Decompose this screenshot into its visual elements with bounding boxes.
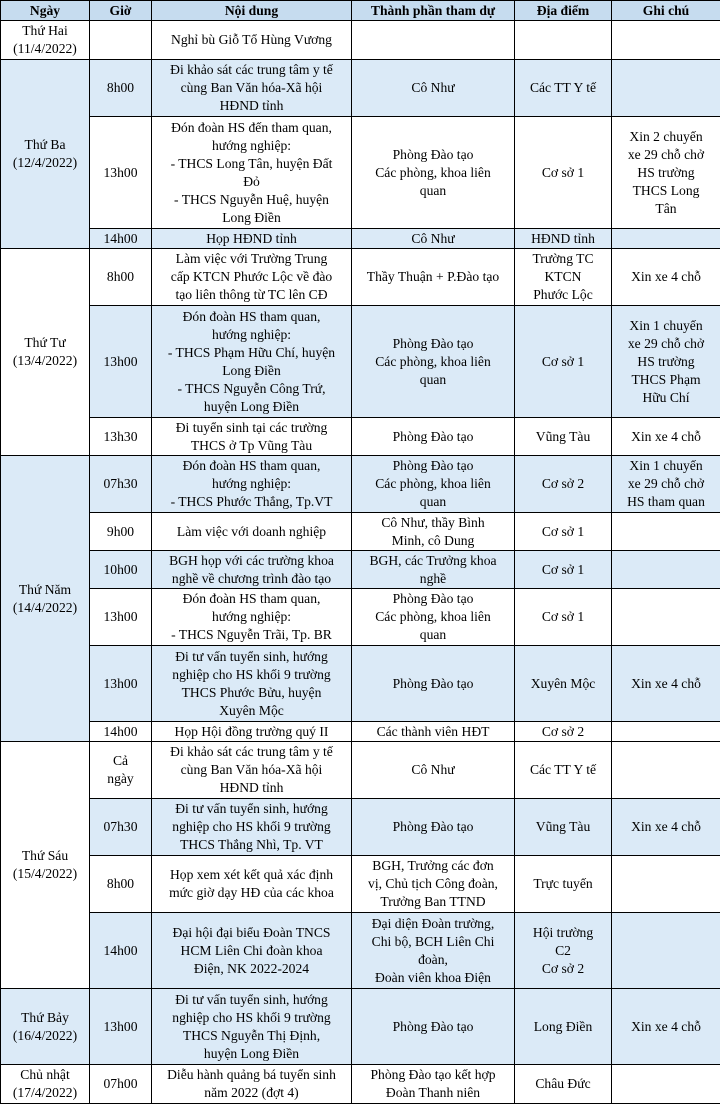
table-row bbox=[1, 513, 720, 551]
note-cell: Xin xe 4 chỗ bbox=[612, 799, 720, 856]
table-row bbox=[1, 646, 720, 722]
location-cell: Cơ sở 2 bbox=[515, 722, 612, 742]
time-cell: 14h00 bbox=[90, 913, 152, 989]
content-cell: Diễu hành quảng bá tuyển sinh năm 2022 (đợt 4) bbox=[152, 1065, 352, 1104]
time-cell: 07h00 bbox=[90, 1065, 152, 1104]
table-row bbox=[1, 589, 720, 646]
note-cell bbox=[612, 60, 720, 117]
content-cell: Đại hội đại biểu Đoàn TNCS HCM Liên Chi đoàn khoa Điện, NK 2022-2024 bbox=[152, 913, 352, 989]
content-cell: Họp xem xét kết quả xác định mức giờ dạy HĐ của các khoa bbox=[152, 856, 352, 913]
content-cell: Làm việc với doanh nghiệp bbox=[152, 513, 352, 551]
day-group-friday bbox=[1, 742, 720, 989]
attendees-cell: Các thành viên HĐT bbox=[352, 722, 515, 742]
location-cell: Long Điền bbox=[515, 989, 612, 1065]
attendees-cell: Phòng Đào tạo bbox=[352, 989, 515, 1065]
time-cell: 8h00 bbox=[90, 249, 152, 306]
day-cell: Thứ Sáu (15/4/2022) bbox=[1, 742, 90, 989]
day-cell: Chủ nhật (17/4/2022) bbox=[1, 1065, 90, 1104]
table-row bbox=[1, 456, 720, 513]
table-row bbox=[1, 418, 720, 456]
header-note: Ghi chú bbox=[612, 1, 720, 21]
note-cell bbox=[612, 1065, 720, 1104]
table-row bbox=[1, 117, 720, 229]
note-cell: Xin xe 4 chỗ bbox=[612, 989, 720, 1065]
note-cell bbox=[612, 21, 720, 60]
content-cell: BGH họp với các trường khoa nghề về chương trình đào tạo bbox=[152, 551, 352, 589]
content-cell: Đón đoàn HS tham quan, hướng nghiệp: - THCS Phạm Hữu Chí, huyện Long Điền - THCS Nguyễn Công Trứ, huyện Long Điền bbox=[152, 306, 352, 418]
table-row bbox=[1, 799, 720, 856]
day-group-saturday bbox=[1, 989, 720, 1065]
header-content: Nội dung bbox=[152, 1, 352, 21]
content-cell: Đi tư vấn tuyển sinh, hướng nghiệp cho HS khối 9 trường THCS Nguyễn Thị Định, huyện Long Điền bbox=[152, 989, 352, 1065]
location-cell: Vũng Tàu bbox=[515, 799, 612, 856]
content-cell: Đón đoàn HS tham quan, hướng nghiệp: - THCS Nguyễn Trãi, Tp. BR bbox=[152, 589, 352, 646]
content-cell: Họp HĐND tỉnh bbox=[152, 229, 352, 249]
day-group-wednesday bbox=[1, 249, 720, 456]
time-cell: 9h00 bbox=[90, 513, 152, 551]
note-cell bbox=[612, 913, 720, 989]
location-cell: Xuyên Mộc bbox=[515, 646, 612, 722]
location-cell bbox=[515, 21, 612, 60]
location-cell: Cơ sở 2 bbox=[515, 456, 612, 513]
time-cell: 14h00 bbox=[90, 229, 152, 249]
attendees-cell: Cô Như, thầy Bình Minh, cô Dung bbox=[352, 513, 515, 551]
day-group-sunday bbox=[1, 1065, 720, 1104]
header-time: Giờ bbox=[90, 1, 152, 21]
day-group-monday bbox=[1, 21, 720, 60]
location-cell: Các TT Y tế bbox=[515, 742, 612, 799]
content-cell: Đi khảo sát các trung tâm y tế cùng Ban Văn hóa-Xã hội HĐND tỉnh bbox=[152, 742, 352, 799]
attendees-cell: Phòng Đào tạo Các phòng, khoa liên quan bbox=[352, 306, 515, 418]
content-cell: Đi tuyển sinh tại các trường THCS ở Tp Vũng Tàu bbox=[152, 418, 352, 456]
table-row bbox=[1, 1065, 720, 1104]
location-cell: Trường TC KTCN Phước Lộc bbox=[515, 249, 612, 306]
attendees-cell: Cô Như bbox=[352, 229, 515, 249]
attendees-cell: Phòng Đào tạo bbox=[352, 799, 515, 856]
note-cell: Xin xe 4 chỗ bbox=[612, 249, 720, 306]
note-cell bbox=[612, 589, 720, 646]
location-cell: Cơ sở 1 bbox=[515, 589, 612, 646]
time-cell: 13h00 bbox=[90, 306, 152, 418]
attendees-cell: Phòng Đào tạo Các phòng, khoa liên quan bbox=[352, 117, 515, 229]
day-group-tuesday bbox=[1, 60, 720, 249]
content-cell: Họp Hội đồng trường quý II bbox=[152, 722, 352, 742]
table-row bbox=[1, 989, 720, 1065]
note-cell: Xin 1 chuyến xe 29 chỗ chở HS tham quan bbox=[612, 456, 720, 513]
content-cell: Nghỉ bù Giỗ Tổ Hùng Vương bbox=[152, 21, 352, 60]
note-cell bbox=[612, 742, 720, 799]
table-row bbox=[1, 551, 720, 589]
table-row bbox=[1, 913, 720, 989]
attendees-cell: Phòng Đào tạo kết hợp Đoàn Thanh niên bbox=[352, 1065, 515, 1104]
day-cell: Thứ Ba (12/4/2022) bbox=[1, 60, 90, 249]
attendees-cell: Phòng Đào tạo bbox=[352, 646, 515, 722]
header-day: Ngày bbox=[1, 1, 90, 21]
location-cell: Cơ sở 1 bbox=[515, 551, 612, 589]
attendees-cell: Phòng Đào tạo Các phòng, khoa liên quan bbox=[352, 456, 515, 513]
day-cell: Thứ Bảy (16/4/2022) bbox=[1, 989, 90, 1065]
table-row bbox=[1, 60, 720, 117]
time-cell: 8h00 bbox=[90, 856, 152, 913]
location-cell: Hội trường C2 Cơ sở 2 bbox=[515, 913, 612, 989]
content-cell: Đón đoàn HS tham quan, hướng nghiệp: - THCS Phước Thắng, Tp.VT bbox=[152, 456, 352, 513]
day-cell: Thứ Tư (13/4/2022) bbox=[1, 249, 90, 456]
attendees-cell bbox=[352, 21, 515, 60]
content-cell: Đi tư vấn tuyển sinh, hướng nghiệp cho HS khối 9 trường THCS Thắng Nhì, Tp. VT bbox=[152, 799, 352, 856]
location-cell: Châu Đức bbox=[515, 1065, 612, 1104]
note-cell: Xin 1 chuyến xe 29 chỗ chở HS trường THCS Phạm Hữu Chí bbox=[612, 306, 720, 418]
note-cell bbox=[612, 856, 720, 913]
note-cell: Xin xe 4 chỗ bbox=[612, 646, 720, 722]
location-cell: Cơ sở 1 bbox=[515, 117, 612, 229]
location-cell: Vũng Tàu bbox=[515, 418, 612, 456]
location-cell: Cơ sở 1 bbox=[515, 513, 612, 551]
location-cell: HĐND tỉnh bbox=[515, 229, 612, 249]
note-cell bbox=[612, 551, 720, 589]
content-cell: Làm việc với Trường Trung cấp KTCN Phước Lộc về đào tạo liên thông từ TC lên CĐ bbox=[152, 249, 352, 306]
note-cell bbox=[612, 229, 720, 249]
day-cell: Thứ Hai (11/4/2022) bbox=[1, 21, 90, 60]
header-attendees: Thành phần tham dự bbox=[352, 1, 515, 21]
table-row bbox=[1, 249, 720, 306]
table-row bbox=[1, 306, 720, 418]
location-cell: Trực tuyến bbox=[515, 856, 612, 913]
attendees-cell: Phòng Đào tạo Các phòng, khoa liên quan bbox=[352, 589, 515, 646]
attendees-cell: Cô Như bbox=[352, 742, 515, 799]
header-location: Địa điểm bbox=[515, 1, 612, 21]
content-cell: Đón đoàn HS đến tham quan, hướng nghiệp: - THCS Long Tân, huyện Đất Đỏ - THCS Nguyễn Huệ, huyện Long Điền bbox=[152, 117, 352, 229]
time-cell: 13h00 bbox=[90, 989, 152, 1065]
day-cell: Thứ Năm (14/4/2022) bbox=[1, 456, 90, 742]
time-cell: 13h00 bbox=[90, 646, 152, 722]
attendees-cell: Cô Như bbox=[352, 60, 515, 117]
time-cell: Cả ngày bbox=[90, 742, 152, 799]
table-row bbox=[1, 742, 720, 799]
time-cell: 10h00 bbox=[90, 551, 152, 589]
time-cell bbox=[90, 21, 152, 60]
attendees-cell: BGH, các Trưởng khoa nghề bbox=[352, 551, 515, 589]
attendees-cell: Đại diện Đoàn trường, Chi bộ, BCH Liên Chi đoàn, Đoàn viên khoa Điện bbox=[352, 913, 515, 989]
location-cell: Các TT Y tế bbox=[515, 60, 612, 117]
time-cell: 07h30 bbox=[90, 799, 152, 856]
table-row bbox=[1, 856, 720, 913]
note-cell bbox=[612, 513, 720, 551]
time-cell: 07h30 bbox=[90, 456, 152, 513]
header-row bbox=[1, 1, 720, 21]
content-cell: Đi khảo sát các trung tâm y tế cùng Ban Văn hóa-Xã hội HĐND tỉnh bbox=[152, 60, 352, 117]
location-cell: Cơ sở 1 bbox=[515, 306, 612, 418]
time-cell: 14h00 bbox=[90, 722, 152, 742]
note-cell: Xin xe 4 chỗ bbox=[612, 418, 720, 456]
time-cell: 13h30 bbox=[90, 418, 152, 456]
time-cell: 13h00 bbox=[90, 117, 152, 229]
time-cell: 13h00 bbox=[90, 589, 152, 646]
content-cell: Đi tư vấn tuyển sinh, hướng nghiệp cho HS khối 9 trường THCS Phước Bửu, huyện Xuyên Mộc bbox=[152, 646, 352, 722]
note-cell bbox=[612, 722, 720, 742]
table-row bbox=[1, 229, 720, 249]
day-group-thursday bbox=[1, 456, 720, 742]
note-cell: Xin 2 chuyến xe 29 chỗ chở HS trường THCS Long Tân bbox=[612, 117, 720, 229]
time-cell: 8h00 bbox=[90, 60, 152, 117]
table-row bbox=[1, 21, 720, 60]
attendees-cell: BGH, Trưởng các đơn vị, Chủ tịch Công đoàn, Trưởng Ban TTND bbox=[352, 856, 515, 913]
attendees-cell: Thầy Thuận + P.Đào tạo bbox=[352, 249, 515, 306]
table-row bbox=[1, 722, 720, 742]
attendees-cell: Phòng Đào tạo bbox=[352, 418, 515, 456]
